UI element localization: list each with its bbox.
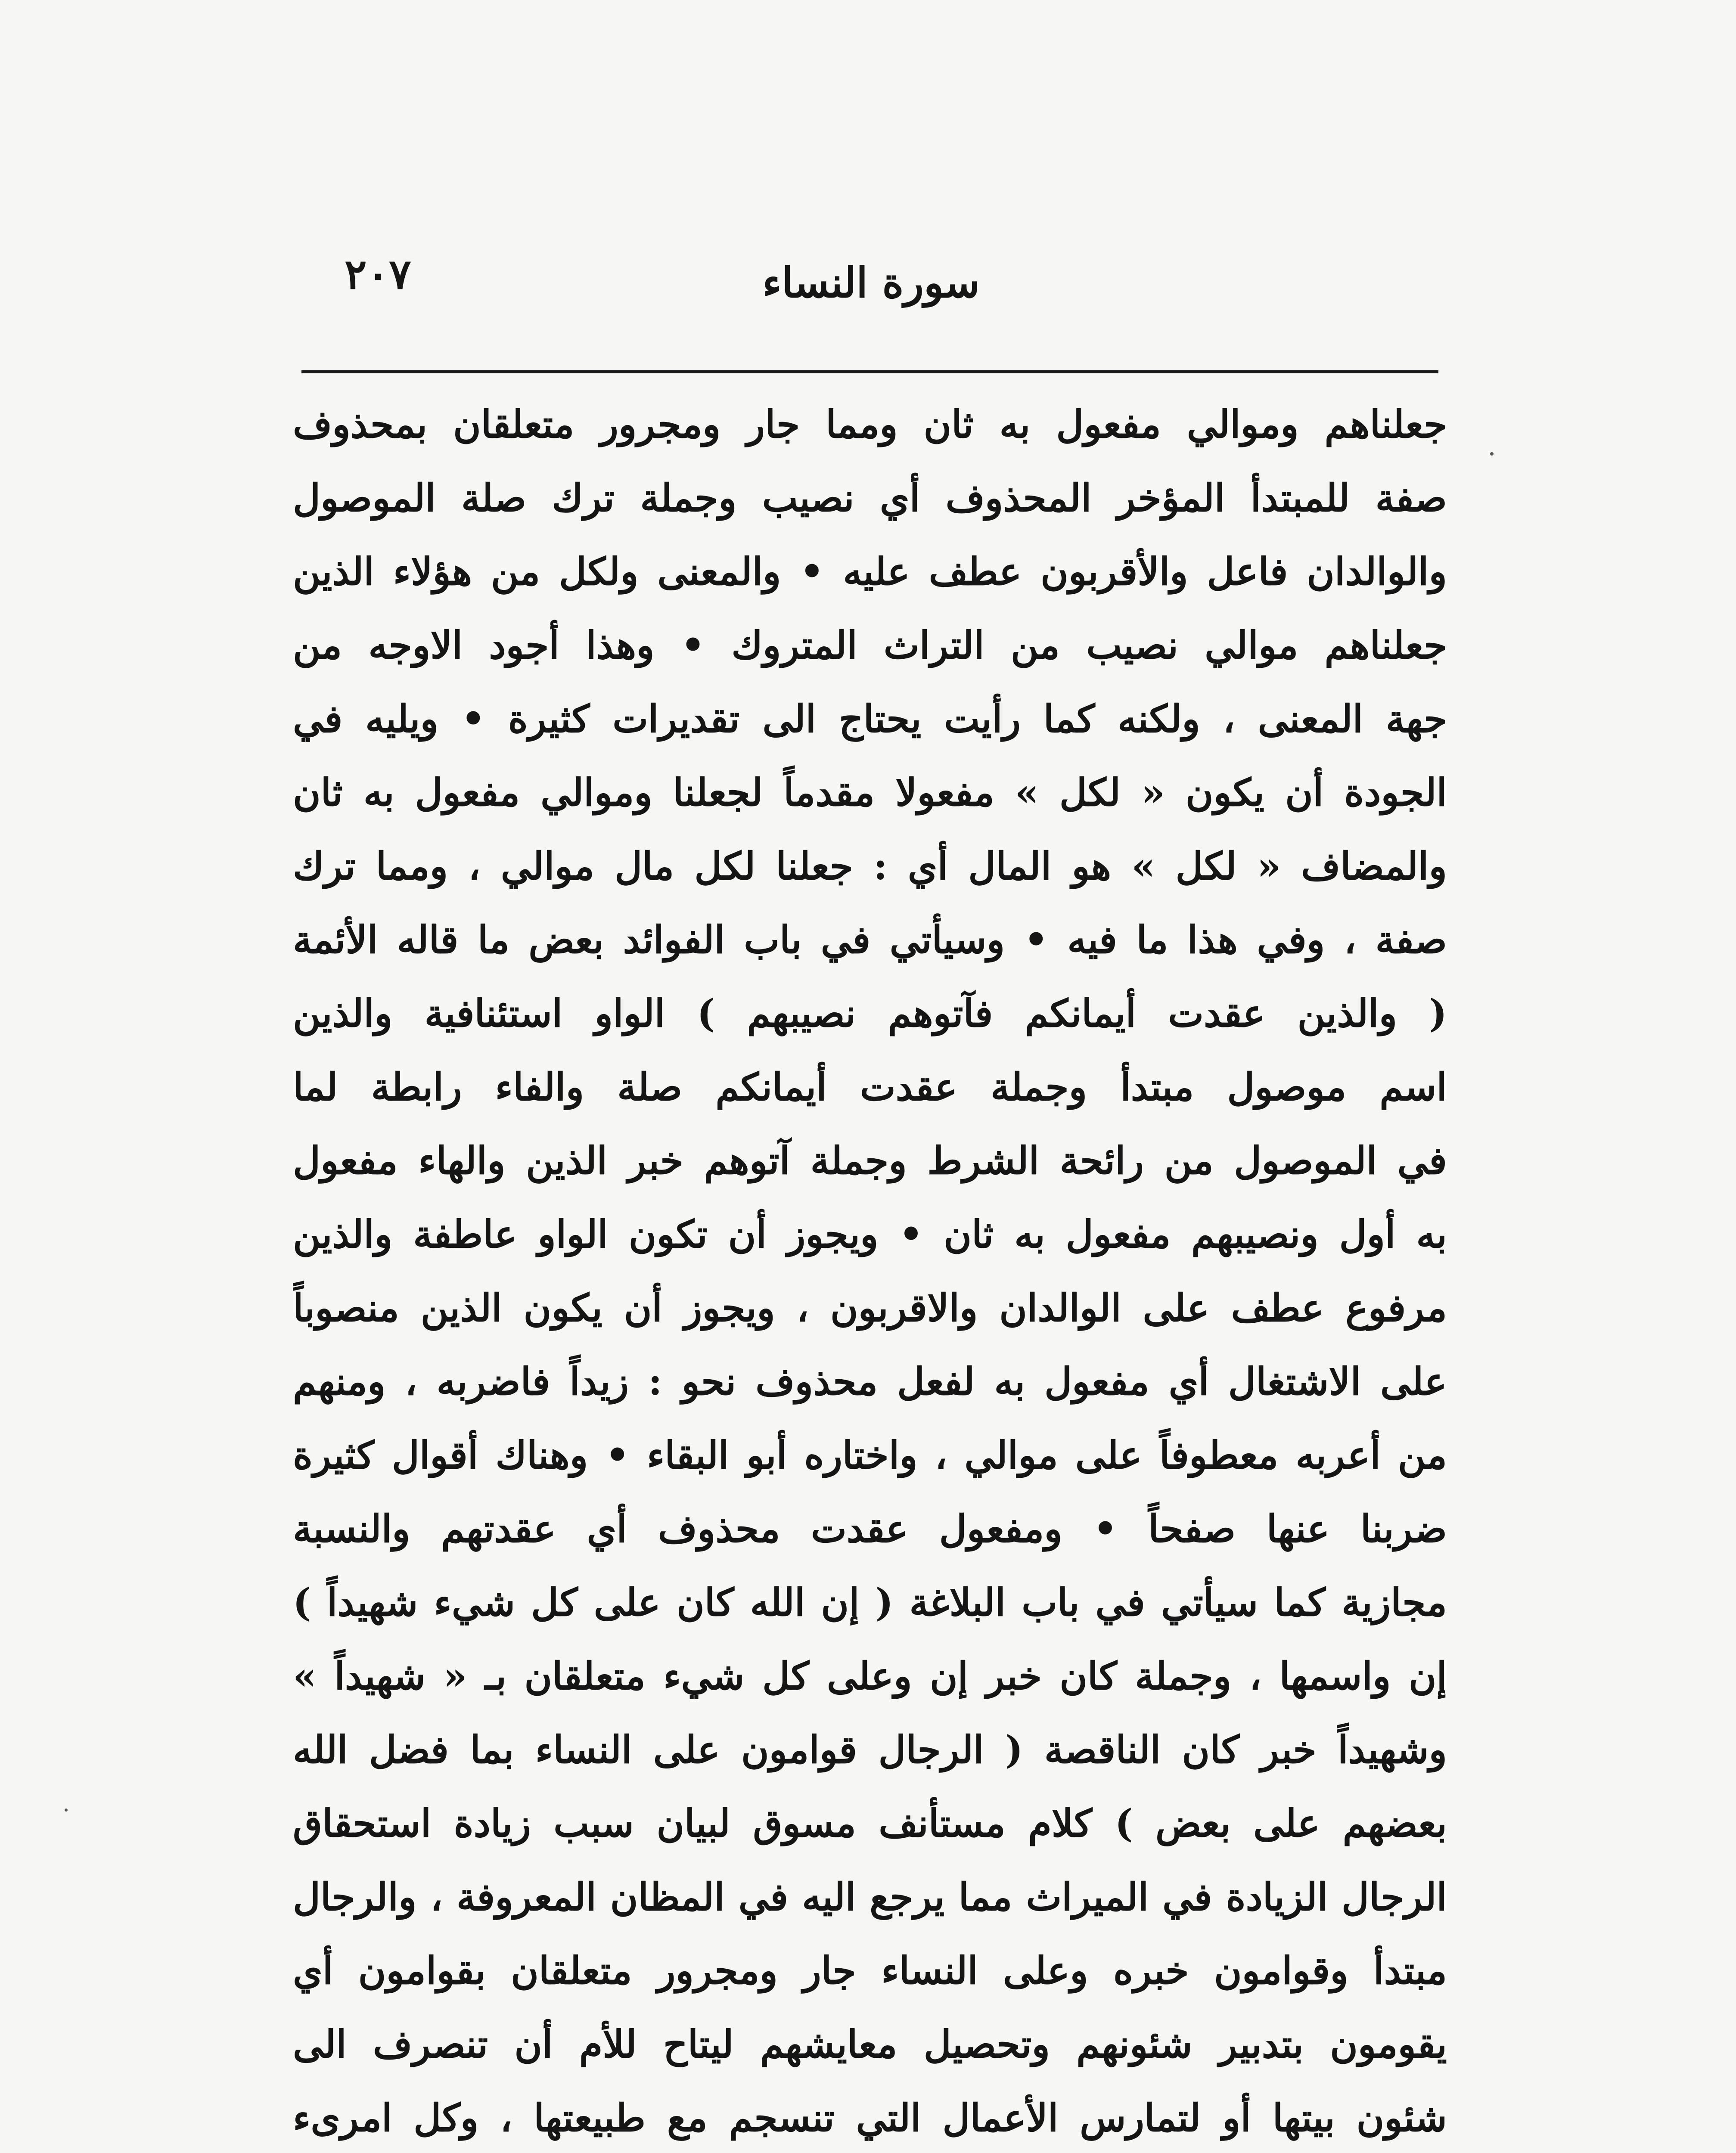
text-line: مرفوع عطف على الوالدان والاقربون ، ويجوز أن يكون الذين منصوباً [293, 1285, 1447, 1330]
text-line: إن واسمها ، وجملة كان خبر إن وعلى كل شيء متعلقان بـ « شهيداً » [293, 1654, 1447, 1698]
text-line: مجازية كما سيأتي في باب البلاغة ( إن الله كان على كل شيء شهيداً ) [293, 1580, 1447, 1625]
text-line: صفة ، وفي هذا ما فيه • وسيأتي في باب الفوائد بعض ما قاله الأئمة [293, 917, 1447, 962]
text-line: الجودة أن يكون « لكل » مفعولا مقدماً لجعلنا وموالي مفعول به ثان [293, 770, 1447, 815]
surah-title: سورة النساء [762, 258, 980, 307]
scan-speck [1490, 452, 1494, 456]
running-header [301, 241, 1438, 319]
text-line: مبتدأ وقوامون خبره وعلى النساء جار ومجرور متعلقان بقوامون أي [293, 1948, 1447, 1993]
text-line: وشهيداً خبر كان الناقصة ( الرجال قوامون على النساء بما فضل الله [293, 1727, 1447, 1772]
text-line: على الاشتغال أي مفعول به لفعل محذوف نحو : زيداً فاضربه ، ومنهم [293, 1359, 1447, 1404]
text-line: صفة للمبتدأ المؤخر المحذوف أي نصيب وجملة ترك صلة الموصول [293, 475, 1447, 520]
text-line: جعلناهم وموالي مفعول به ثان ومما جار ومجرور متعلقان بمحذوف [293, 402, 1447, 447]
scan-speck [65, 1809, 68, 1812]
header-rule [301, 370, 1438, 373]
text-line: الرجال الزيادة في الميراث مما يرجع اليه في المظان المعروفة ، والرجال [293, 1874, 1447, 1919]
text-line: جهة المعنى ، ولكنه كما رأيت يحتاج الى تقديرات كثيرة • ويليه في [293, 696, 1447, 741]
page-number: ٢٠٧ [345, 250, 411, 298]
text-line: يقومون بتدبير شئونهم وتحصيل معايشهم ليتاح للأم أن تنصرف الى [293, 2022, 1447, 2066]
text-line: اسم موصول مبتدأ وجملة عقدت أيمانكم صلة والفاء رابطة لما [293, 1064, 1447, 1109]
text-line: ( والذين عقدت أيمانكم فآتوهم نصيبهم ) الواو استئنافية والذين [293, 991, 1447, 1036]
text-line: والوالدان فاعل والأقربون عطف عليه • والمعنى ولكل من هؤلاء الذين [293, 549, 1447, 594]
text-line: شئون بيتها أو لتمارس الأعمال التي تنسجم مع طبيعتها ، وكل امرىء [293, 2095, 1447, 2140]
text-line: بعضهم على بعض ) كلام مستأنف مسوق لبيان سبب زيادة استحقاق [293, 1801, 1447, 1846]
text-line: والمضاف « لكل » هو المال أي : جعلنا لكل مال موالي ، ومما ترك [293, 844, 1447, 888]
body-text [293, 388, 1447, 2153]
text-line: جعلناهم موالي نصيب من التراث المتروك • وهذا أجود الاوجه من [293, 623, 1447, 667]
text-line: به أول ونصيبهم مفعول به ثان • ويجوز أن تكون الواو عاطفة والذين [293, 1212, 1447, 1256]
text-line: ضربنا عنها صفحاً • ومفعول عقدت محذوف أي عقدتهم والنسبة [293, 1506, 1447, 1551]
text-line: من أعربه معطوفاً على موالي ، واختاره أبو البقاء • وهناك أقوال كثيرة [293, 1433, 1447, 1477]
text-line: في الموصول من رائحة الشرط وجملة آتوهم خبر الذين والهاء مفعول [293, 1138, 1447, 1183]
